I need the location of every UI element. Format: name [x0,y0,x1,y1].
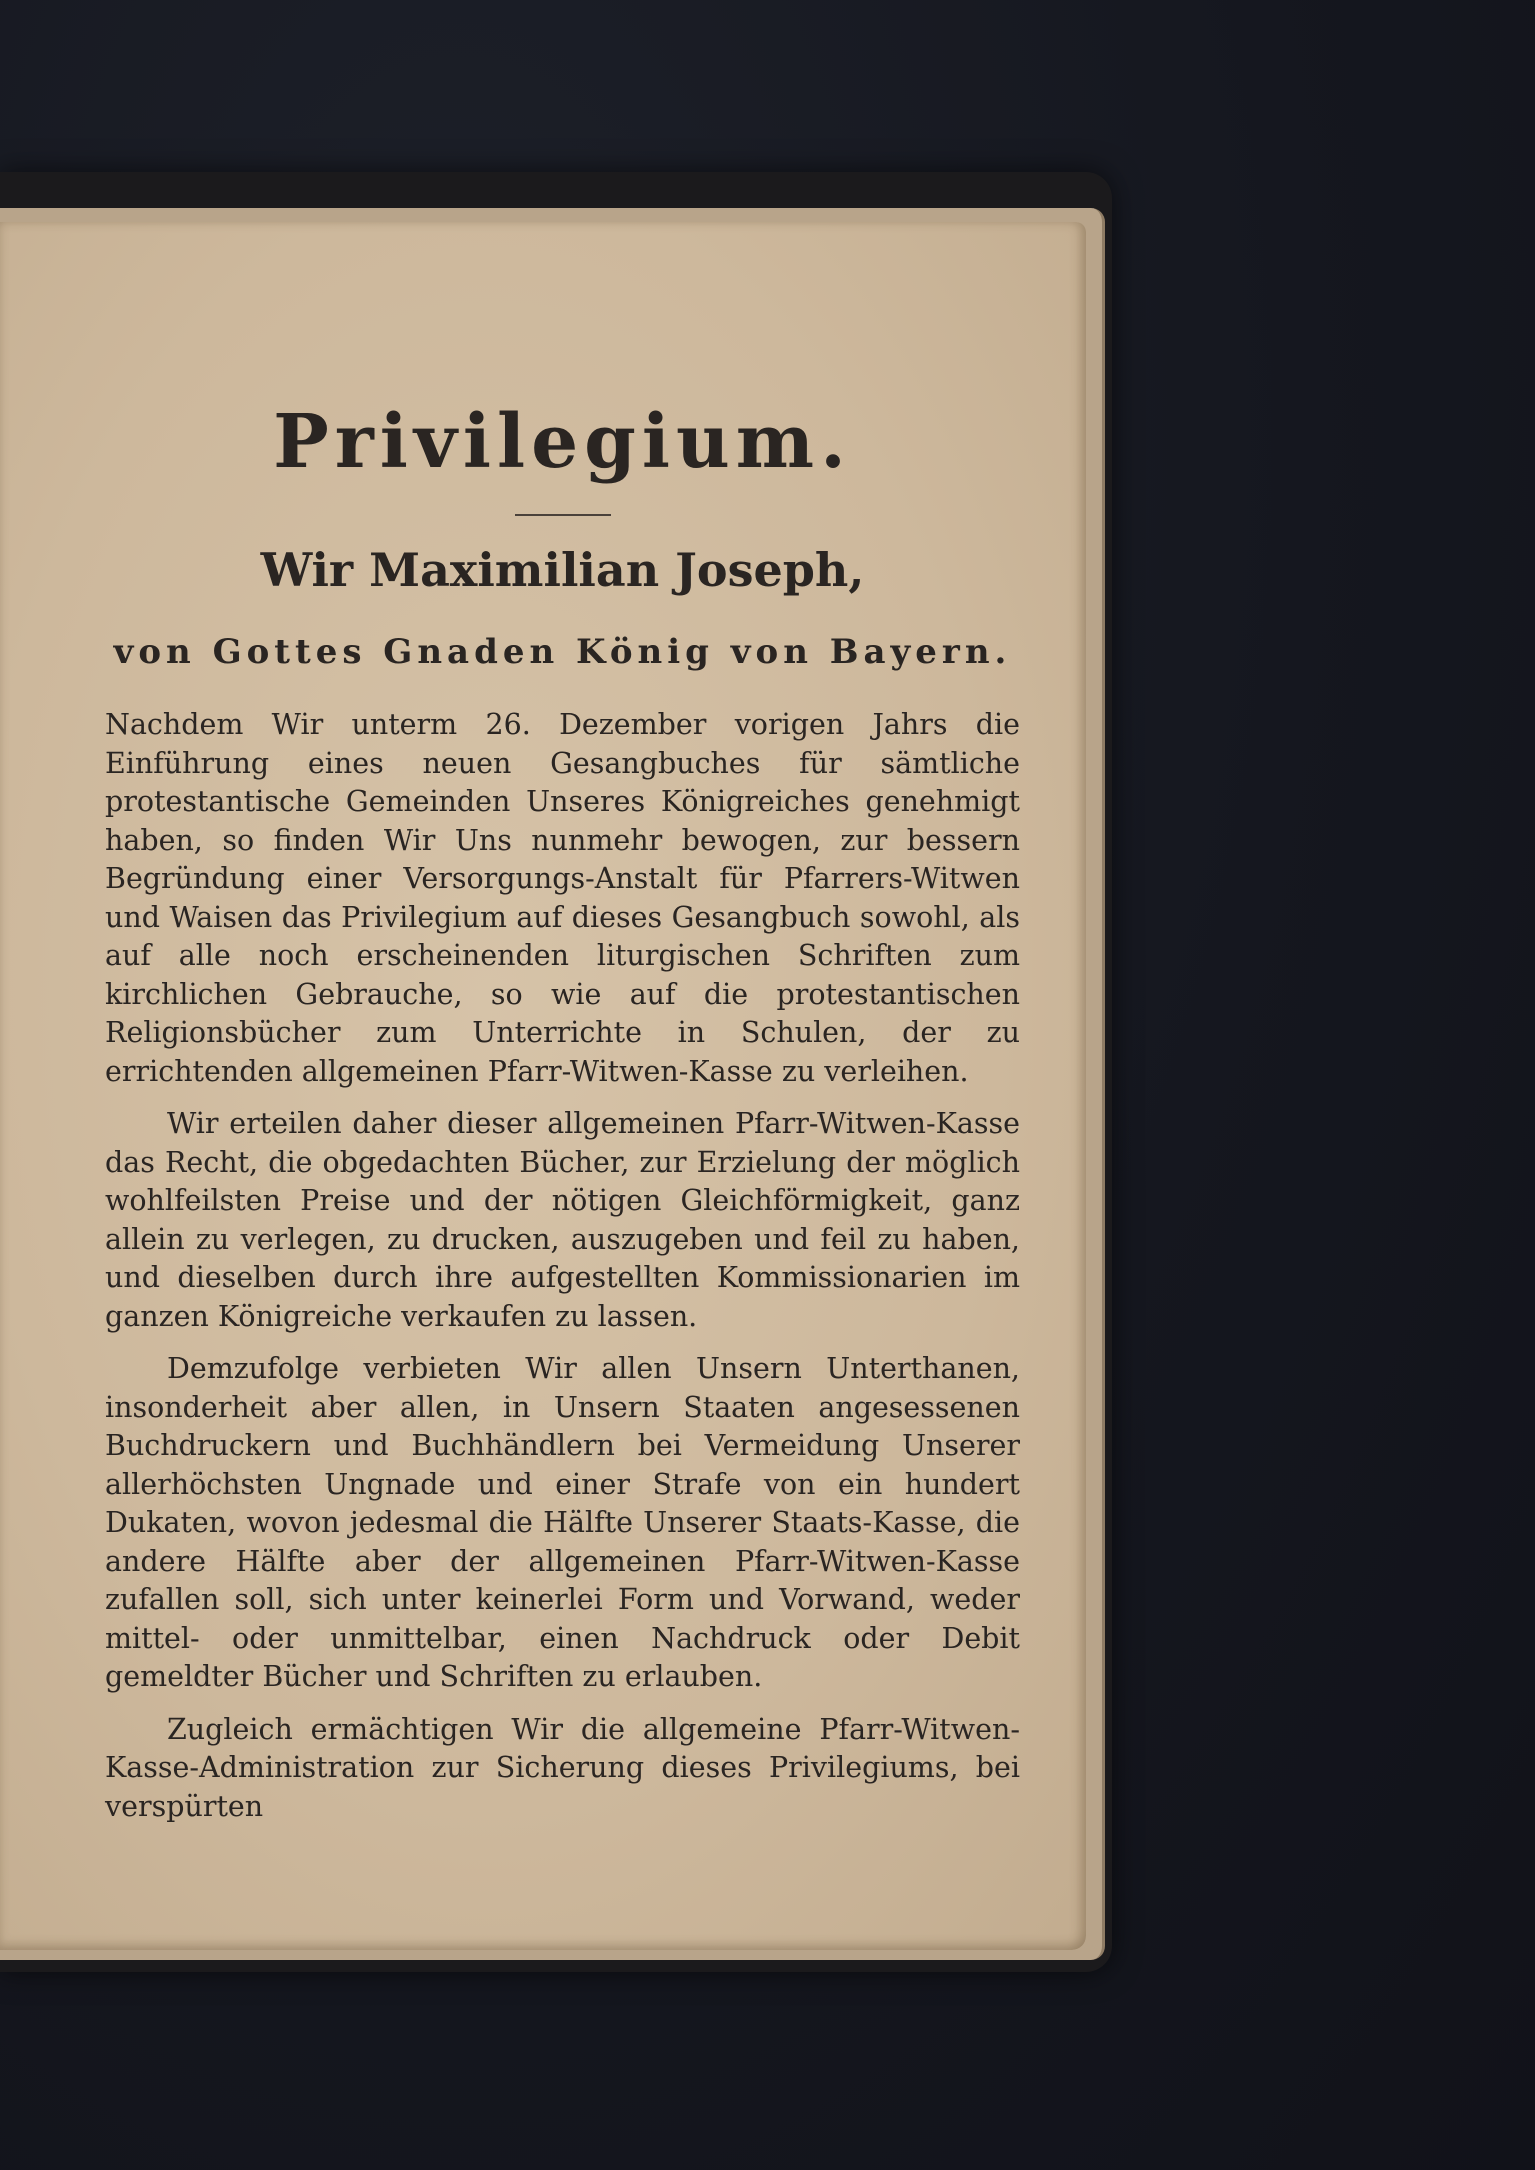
paragraph-4: Zugleich ermächtigen Wir die allgemeine Pfarr-Witwen-Kasse-Administration zur Sicherung dieses Privilegiums, bei verspürten [105,1712,1020,1823]
paragraph-2: Wir erteilen daher dieser allgemeinen Pfarr-Witwen-Kasse das Recht, die obgedachten Bücher, zur Erzielung der möglich wohlfeilsten Preise und der nötigen Gleichförmigkeit, ganz allein zu verlegen, zu drucken, auszugeben und feil zu haben, und dieselben durch ihre aufgestellten Kommissionarien im ganzen Königreiche verkaufen zu lassen. [105,1107,1020,1333]
heading: Wir Maximilian Joseph, [260,543,865,597]
paragraph-3: Demzufolge verbieten Wir allen Unsern Unterthanen, insonderheit aber allen, in Unsern Staaten angesessenen Buchdruckern und Buchhändlern bei Vermeidung Unserer allerhöchsten Ungnade und einer Strafe von ein hundert Dukaten, wovon jedesmal die Hälfte Unserer Staats-Kasse, die andere Hälfte aber der allgemeinen Pfarr-Witwen-Kasse zufallen soll, sich unter keinerlei Form und Vorwand, weder mittel- oder unmittelbar, einen Nachdruck oder Debit gemeldter Bücher und Schriften zu erlauben. [105,1352,1020,1693]
paragraph-1: Nachdem Wir unterm 26. Dezember vorigen Jahrs die Einführung eines neuen Gesangbuches für sämtliche protestantische Gemeinden Unseres Königreiches genehmigt haben, so finden Wir Uns nunmehr bewogen, zur bessern Begründung einer Versorgungs-Anstalt für Pfarrers-Witwen und Waisen das Privilegium auf dieses Gesangbuch sowohl, als auf alle noch erscheinenden liturgischen Schriften zum kirchlichen Gebrauche, so wie auf die protestantischen Religionsbücher zum Unterrichte in Schulen, der zu errichtenden allgemeinen Pfarr-Witwen-Kasse zu verleihen. [105,708,1020,1088]
book-page [0,222,1086,1950]
page-text [105,382,1020,1840]
subheading: von Gottes Gnaden König von Bayern. [113,632,1012,672]
body-text [105,706,1020,1826]
title-divider [515,514,611,516]
page-title: Privilegium. [273,399,852,485]
